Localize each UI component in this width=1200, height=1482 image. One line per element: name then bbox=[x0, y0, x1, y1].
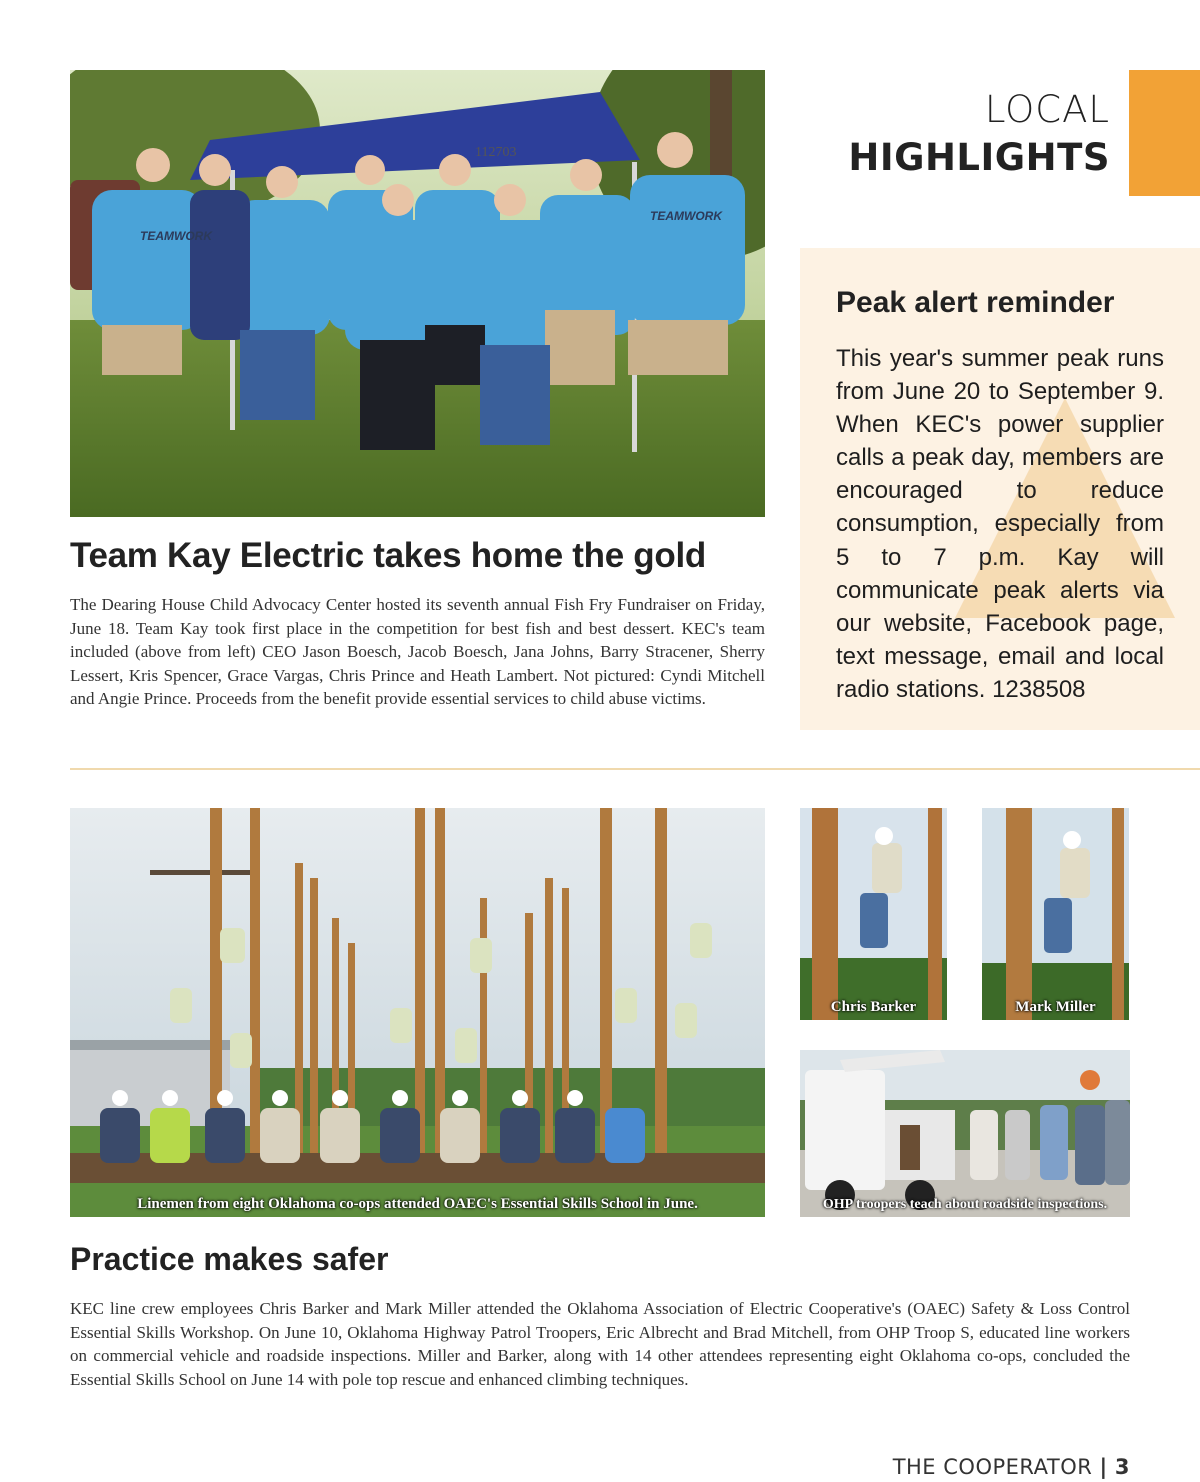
article-body: KEC line crew employees Chris Barker and Mark Miller attended the Oklahoma Association of Electric Cooperative's (OAEC) Safety & Loss Control Essential Skills Workshop. On June 10, Oklahoma Highway Patrol Troopers, Eric Albrecht and Brad Mitchell, from OHP Troop S, educated line workers on commercial vehicle and roadside inspections. Miller and Barker, along with 14 other attendees representing eight Oklahoma co-ops, concluded the Essential Skills School on June 14 with pole top rescue and enhanced climbing techniques. bbox=[70, 1299, 1130, 1389]
article-body: The Dearing House Child Advocacy Center hosted its seventh annual Fish Fry Fundraiser on Friday, June 18. Team Kay took first place in the competition for best fish and best dessert. KEC's team included (above from left) CEO Jason Boesch, Jacob Boesch, Jana Johns, Barry Stracener, Sherry Lessert, Kris Spencer, Grace Vargas, Chris Prince and Heath Lambert. Not pictured: Cyndi Mitchell and Angie Prince. Proceeds from the benefit provide essential services to child abuse victims. bbox=[70, 595, 765, 708]
shirt-text: TEAMWORK bbox=[140, 229, 212, 243]
mark-miller-photo bbox=[982, 808, 1129, 1020]
footer-separator: | bbox=[1099, 1455, 1108, 1479]
ohp-troopers-photo bbox=[800, 1050, 1130, 1217]
team-kay-photo bbox=[70, 70, 765, 517]
peak-alert-body: This year's summer peak runs from June 20 to September 9. When KEC's power supplier calls a peak day, members are encouraged to reduce consumption, especially from 5 to 7 p.m. Kay will communicate peak alerts via our website, Facebook page, text message, email and local radio stations. 1238508 bbox=[836, 345, 1164, 703]
chris-barker-photo bbox=[800, 808, 947, 1020]
linemen-photo bbox=[70, 808, 765, 1217]
mark-miller-caption: Mark Miller bbox=[1015, 999, 1096, 1015]
ohp-caption: OHP troopers teach about roadside inspections. bbox=[822, 1197, 1108, 1212]
publication-name: THE COOPERATOR bbox=[892, 1455, 1093, 1479]
section-divider bbox=[70, 768, 1200, 770]
linemen-caption: Linemen from eight Oklahoma co-ops attended OAEC's Essential Skills School in June. bbox=[137, 1196, 698, 1212]
page-number: 3 bbox=[1114, 1455, 1130, 1479]
section-label-highlights: HIGHLIGHTS bbox=[848, 136, 1110, 179]
page-footer bbox=[893, 1455, 1130, 1479]
peak-alert-title: Peak alert reminder bbox=[836, 286, 1115, 319]
chris-barker-caption: Chris Barker bbox=[830, 999, 917, 1015]
peak-alert-box bbox=[800, 248, 1200, 730]
article-title: Practice makes safer bbox=[70, 1241, 389, 1277]
section-label-local: LOCAL bbox=[984, 88, 1110, 131]
header-accent-bar bbox=[1129, 70, 1200, 196]
shirt-text: TEAMWORK bbox=[650, 209, 722, 223]
article-title: Team Kay Electric takes home the gold bbox=[70, 536, 706, 575]
tent-number-label: 112703 bbox=[475, 145, 517, 160]
